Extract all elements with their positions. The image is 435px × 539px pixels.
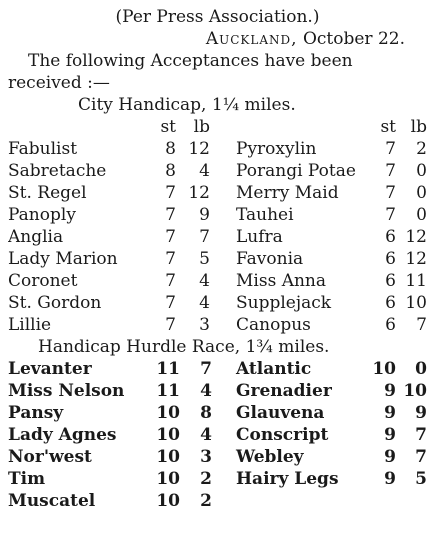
- handicap-hurdle-title: Handicap Hurdle Race, 1¾ miles.: [38, 337, 330, 357]
- horse-name: Panoply: [8, 205, 76, 225]
- weight-lb: 4: [199, 271, 210, 291]
- horse-name: Miss Anna: [236, 271, 327, 291]
- col-st-label-left: st: [160, 117, 176, 137]
- weight-st: 7: [165, 293, 176, 313]
- weight-lb: 12: [188, 139, 210, 159]
- weight-lb: 4: [200, 425, 212, 445]
- column-header-row: [8, 116, 427, 138]
- weight-lb: 0: [416, 161, 427, 181]
- horse-name: Miss Nelson: [8, 381, 125, 401]
- weight-lb: 12: [188, 183, 210, 203]
- horse-name: Lufra: [236, 227, 283, 247]
- weight-lb: 10: [403, 381, 427, 401]
- weight-st: 6: [385, 249, 396, 269]
- table-row: [8, 446, 427, 468]
- horse-name: Webley: [236, 447, 304, 467]
- weight-st: 9: [384, 381, 396, 401]
- weight-st: 9: [384, 469, 396, 489]
- horse-name: Levanter: [8, 359, 92, 379]
- horse-name: Muscatel: [8, 491, 96, 511]
- weight-st: 10: [372, 359, 396, 379]
- source-line: (Per Press Association.): [115, 7, 320, 27]
- table-row: [8, 358, 427, 380]
- horse-name: [212, 490, 372, 512]
- table-row: [8, 270, 427, 292]
- city-handicap-table: [8, 116, 427, 336]
- horse-name: St. Regel: [8, 183, 87, 203]
- table-row: [8, 402, 427, 424]
- horse-name: Lady Marion: [8, 249, 118, 269]
- weight-st: 7: [165, 315, 176, 335]
- horse-name: Nor'west: [8, 447, 92, 467]
- weight-st: [372, 490, 396, 512]
- city-handicap-body: [8, 116, 427, 336]
- weight-lb: 2: [200, 469, 212, 489]
- weight-st: 7: [385, 183, 396, 203]
- table-row: [8, 160, 427, 182]
- horse-name: Coronet: [8, 271, 78, 291]
- weight-lb: 4: [200, 381, 212, 401]
- weight-lb: 4: [199, 293, 210, 313]
- col-lb-label-right: lb: [410, 117, 427, 137]
- table-row: [8, 204, 427, 226]
- horse-name: Anglia: [8, 227, 64, 247]
- table-row: [8, 314, 427, 336]
- weight-lb: 7: [415, 447, 427, 467]
- weight-st: 10: [156, 425, 180, 445]
- horse-name: Glauvena: [236, 403, 325, 423]
- weight-lb: 4: [199, 161, 210, 181]
- weight-st: 11: [156, 381, 180, 401]
- dateline: [8, 28, 427, 50]
- weight-lb: 0: [416, 183, 427, 203]
- horse-name: Favonia: [236, 249, 304, 269]
- weight-st: 7: [165, 227, 176, 247]
- weight-lb: [396, 490, 427, 512]
- horse-name: Conscript: [236, 425, 329, 445]
- table-row: [8, 468, 427, 490]
- table-row: [8, 226, 427, 248]
- weight-lb: 7: [415, 425, 427, 445]
- weight-lb: 10: [405, 293, 427, 313]
- weight-lb: 8: [200, 403, 212, 423]
- weight-st: 8: [165, 161, 176, 181]
- horse-name: Sabretache: [8, 161, 107, 181]
- weight-st: 7: [385, 161, 396, 181]
- handicap-hurdle-body: [8, 358, 427, 512]
- table-row: [8, 182, 427, 204]
- weight-st: 7: [165, 205, 176, 225]
- weight-st: 9: [384, 447, 396, 467]
- table-row: [8, 292, 427, 314]
- weight-st: 8: [165, 139, 176, 159]
- weight-lb: 11: [405, 271, 427, 291]
- horse-name: Lady Agnes: [8, 425, 117, 445]
- weight-st: 7: [385, 139, 396, 159]
- weight-st: 7: [165, 271, 176, 291]
- weight-st: 10: [156, 447, 180, 467]
- horse-name: Tauhei: [236, 205, 294, 225]
- horse-name: Lillie: [8, 315, 52, 335]
- horse-name: Porangi Potae: [236, 161, 356, 181]
- col-lb-label-left: lb: [193, 117, 210, 137]
- weight-lb: 2: [200, 491, 212, 511]
- city-handicap-title: City Handicap, 1¼ miles.: [78, 95, 296, 115]
- weight-lb: 7: [200, 359, 212, 379]
- weight-lb: 0: [416, 205, 427, 225]
- table-row: [8, 138, 427, 160]
- weight-st: 9: [384, 403, 396, 423]
- weight-lb: 9: [415, 403, 427, 423]
- weight-st: 10: [156, 403, 180, 423]
- handicap-hurdle-table: [8, 358, 427, 512]
- weight-st: 10: [156, 469, 180, 489]
- dateline-date: October 22.: [302, 29, 405, 49]
- horse-name: Canopus: [236, 315, 311, 335]
- weight-lb: 7: [199, 227, 210, 247]
- weight-st: 6: [385, 293, 396, 313]
- horse-name: Pansy: [8, 403, 64, 423]
- horse-name: St. Gordon: [8, 293, 102, 313]
- weight-st: 6: [385, 271, 396, 291]
- weight-lb: 3: [199, 315, 210, 335]
- horse-name: Merry Maid: [236, 183, 339, 203]
- weight-st: 7: [165, 249, 176, 269]
- table-row: [8, 490, 427, 512]
- table-row: [8, 424, 427, 446]
- weight-st: 10: [156, 491, 180, 511]
- table-row: [8, 248, 427, 270]
- weight-st: 6: [385, 315, 396, 335]
- weight-st: 7: [385, 205, 396, 225]
- horse-name: Atlantic: [236, 359, 312, 379]
- horse-name: Grenadier: [236, 381, 332, 401]
- horse-name: Tim: [8, 469, 46, 489]
- weight-st: 6: [385, 227, 396, 247]
- weight-st: 11: [156, 359, 180, 379]
- weight-lb: 12: [405, 227, 427, 247]
- table-row: [8, 380, 427, 402]
- weight-st: 7: [165, 183, 176, 203]
- intro-line-2: received :—: [8, 73, 110, 93]
- horse-name: Fabulist: [8, 139, 78, 159]
- weight-lb: 12: [405, 249, 427, 269]
- weight-lb: 5: [199, 249, 210, 269]
- horse-name: Hairy Legs: [236, 469, 339, 489]
- horse-name: Supplejack: [236, 293, 332, 313]
- col-st-label-right: st: [380, 117, 396, 137]
- weight-lb: 3: [200, 447, 212, 467]
- weight-st: 9: [384, 425, 396, 445]
- weight-lb: 2: [416, 139, 427, 159]
- intro-line-1: The following Acceptances have been: [28, 51, 353, 71]
- weight-lb: 9: [199, 205, 210, 225]
- weight-lb: 5: [415, 469, 427, 489]
- weight-lb: 7: [416, 315, 427, 335]
- dateline-place: Auckland,: [205, 29, 298, 49]
- weight-lb: 0: [415, 359, 427, 379]
- horse-name: Pyroxylin: [236, 139, 317, 159]
